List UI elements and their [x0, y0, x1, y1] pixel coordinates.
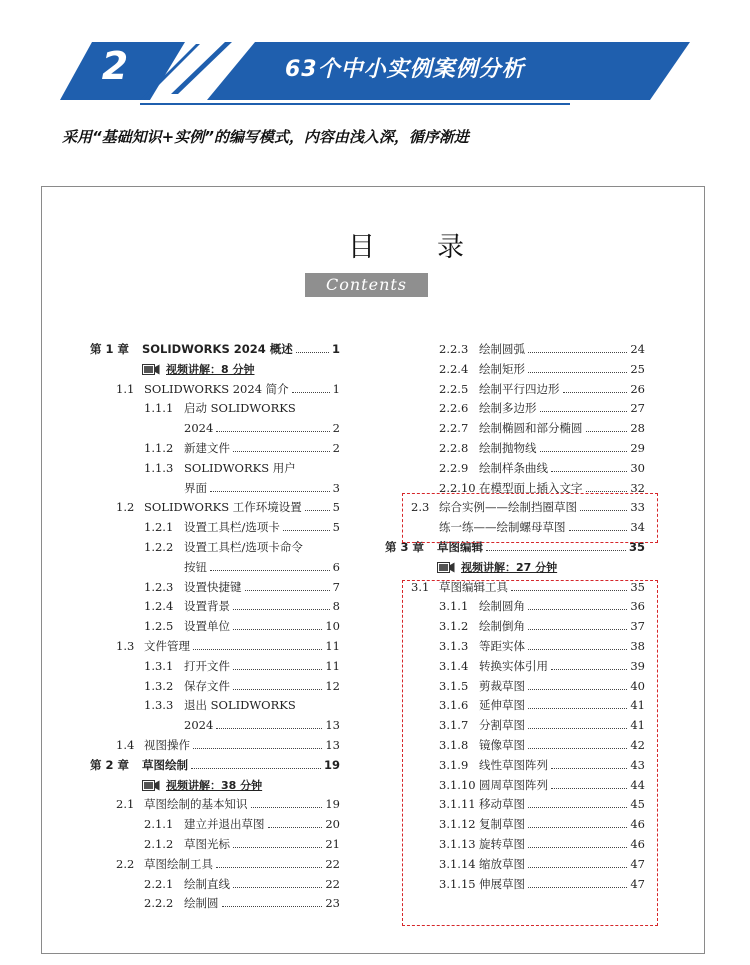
subtitle: 采用“基础知识+实例”的编写模式，内容由浅入深，循序渐进 — [62, 128, 469, 146]
dotted-leader — [233, 669, 322, 670]
toc-entry-page: 37 — [630, 619, 645, 634]
toc-entry-title: 绘制圆 — [184, 896, 219, 911]
toc-entry-page: 32 — [630, 480, 645, 495]
dotted-leader — [486, 550, 626, 551]
toc-entry-page: 12 — [325, 678, 340, 693]
dotted-leader — [233, 689, 322, 690]
toc-row — [90, 736, 340, 756]
dotted-leader — [233, 887, 322, 888]
toc-entry-number: 3.1.5 — [439, 678, 469, 693]
toc-entry-page: 41 — [630, 698, 645, 713]
toc-entry-page: 38 — [630, 638, 645, 653]
toc-row — [90, 716, 340, 736]
toc-row — [90, 459, 340, 479]
toc-entry-title: 绘制多边形 — [479, 401, 537, 416]
toc-entry-number: 1.4 — [116, 737, 135, 752]
toc-entry-title: 草图绘制的基本知识 — [144, 797, 248, 812]
toc-entry-page: 10 — [325, 619, 340, 634]
toc-entry-title: 草图编辑 — [437, 539, 483, 554]
toc-entry-title: 分割草图 — [479, 718, 525, 733]
toc-entry-page: 6 — [332, 559, 340, 574]
toc-entry-number: 1.1 — [116, 381, 135, 396]
toc-entry-number: 第 2 章 — [90, 757, 130, 772]
toc-entry-number: 1.1.3 — [144, 460, 174, 475]
toc-row — [90, 380, 340, 400]
toc-entry-number: 第 3 章 — [385, 539, 425, 554]
toc-entry-page: 46 — [630, 817, 645, 832]
toc-entry-title: 草图绘制 — [142, 757, 188, 772]
toc-entry-page: 23 — [325, 896, 340, 911]
dotted-leader — [191, 768, 321, 769]
toc-entry-page: 22 — [325, 856, 340, 871]
toc-entry-title: SOLIDWORKS 2024 概述 — [142, 342, 293, 356]
toc-entry-number: 1.3.1 — [144, 658, 174, 673]
toc-row — [90, 479, 340, 499]
toc-entry-title: 旋转草图 — [479, 836, 525, 851]
toc-entry-page: 1 — [331, 342, 340, 356]
toc-entry-page: 43 — [630, 757, 645, 772]
toc-entry-title: 绘制倒角 — [479, 619, 525, 634]
toc-entry-title: 线性草图阵列 — [479, 757, 548, 772]
toc-entry-title: 移动草图 — [479, 797, 525, 812]
toc-row — [385, 360, 645, 380]
dotted-leader — [292, 392, 330, 393]
toc-entry-number: 1.1.1 — [144, 401, 174, 416]
toc-entry-page: 19 — [323, 757, 340, 772]
toc-row — [385, 459, 645, 479]
toc-entry-number: 3.1.7 — [439, 718, 469, 733]
toc-entry-title: 2024 — [184, 718, 214, 733]
toc-entry-number: 2.2.10 — [439, 480, 476, 495]
toc-entry-number: 3.1.9 — [439, 757, 469, 772]
toc-row — [90, 855, 340, 875]
video-camera-icon — [142, 780, 160, 791]
toc-row — [90, 637, 340, 657]
toc-entry-title: 打开文件 — [184, 658, 230, 673]
toc-entry-page: 13 — [325, 737, 340, 752]
toc-row — [90, 617, 340, 637]
video-camera-icon — [437, 562, 455, 573]
toc-entry-title: 启动 SOLIDWORKS — [184, 401, 296, 416]
toc-entry-page: 47 — [630, 876, 645, 891]
toc-entry-number: 3.1.12 — [439, 817, 476, 832]
toc-entry-title: 视图操作 — [144, 737, 190, 752]
toc-entry-page: 34 — [630, 520, 645, 535]
toc-entry-number: 3.1.4 — [439, 658, 469, 673]
toc-entry-title: 保存文件 — [184, 678, 230, 693]
toc-row — [90, 439, 340, 459]
toc-row — [90, 657, 340, 677]
toc-entry-number: 1.3.2 — [144, 678, 174, 693]
toc-row — [90, 756, 340, 776]
toc-entry-title: 绘制矩形 — [479, 361, 525, 376]
toc-entry-page: 44 — [630, 777, 645, 792]
toc-entry-page: 11 — [325, 658, 340, 673]
dotted-leader — [216, 867, 322, 868]
toc-entry-title: 转换实体引用 — [479, 658, 548, 673]
dotted-leader — [528, 352, 627, 353]
toc-entry-title: 设置工具栏/选项卡 — [184, 520, 280, 535]
dotted-leader — [283, 530, 330, 531]
toc-row — [90, 696, 340, 716]
toc-row — [90, 815, 340, 835]
toc-entry-title: 建立并退出草图 — [184, 817, 265, 832]
toc-entry-title: 文件管理 — [144, 638, 190, 653]
dotted-leader — [586, 431, 628, 432]
dotted-leader — [528, 372, 627, 373]
toc-row — [385, 340, 645, 360]
toc-entry-title: 退出 SOLIDWORKS — [184, 698, 296, 713]
banner-number: 2 — [101, 44, 129, 88]
toc-entry-number: 1.3.3 — [144, 698, 174, 713]
toc-entry-title: 缩放草图 — [479, 856, 525, 871]
toc-entry-number: 3.1.14 — [439, 856, 476, 871]
toc-entry-number: 3.1.11 — [439, 797, 476, 812]
video-lecture-label — [437, 558, 557, 578]
toc-entry-page: 39 — [630, 658, 645, 673]
dotted-leader — [193, 649, 322, 650]
toc-row — [90, 776, 340, 796]
toc-entry-page: 30 — [630, 460, 645, 475]
toc-entry-title: SOLIDWORKS 工作环境设置 — [144, 500, 302, 515]
toc-entry-page: 33 — [630, 500, 645, 515]
dotted-leader — [551, 471, 627, 472]
toc-entry-page: 40 — [630, 678, 645, 693]
toc-row — [90, 875, 340, 895]
toc-entry-title: 剪裁草图 — [479, 678, 525, 693]
toc-entry-page: 5 — [332, 500, 340, 515]
toc-row — [90, 894, 340, 914]
toc-row — [90, 677, 340, 697]
toc-row — [90, 419, 340, 439]
toc-entry-number: 2.2.5 — [439, 381, 469, 396]
toc-entry-title: 综合实例——绘制挡圈草图 — [439, 500, 577, 515]
toc-entry-number: 1.3 — [116, 638, 135, 653]
toc-entry-page: 46 — [630, 836, 645, 851]
toc-entry-title: 草图绘制工具 — [144, 856, 213, 871]
toc-entry-number: 2.1.2 — [144, 836, 174, 851]
toc-entry-page: 2 — [332, 440, 340, 455]
toc-entry-number: 3.1.8 — [439, 737, 469, 752]
toc-entry-title: 按钮 — [184, 559, 207, 574]
toc-entry-title: 界面 — [184, 480, 207, 495]
toc-entry-page: 2 — [332, 421, 340, 436]
toc-entry-number: 2.2.8 — [439, 440, 469, 455]
toc-entry-page: 29 — [630, 440, 645, 455]
toc-entry-number: 2.2.4 — [439, 361, 469, 376]
toc-entry-page: 21 — [325, 836, 340, 851]
toc-left-column — [90, 340, 340, 914]
dotted-leader — [233, 451, 330, 452]
dotted-leader — [210, 570, 330, 571]
toc-entry-number: 3.1.15 — [439, 876, 476, 891]
toc-entry-title: 在模型面上插入文字 — [479, 480, 583, 495]
toc-entry-title: 绘制椭圆和部分椭圆 — [479, 421, 583, 436]
toc-row — [385, 399, 645, 419]
toc-entry-number: 3.1.10 — [439, 777, 476, 792]
toc-entry-title: 绘制平行四边形 — [479, 381, 560, 396]
toc-entry-number: 2.1 — [116, 797, 135, 812]
toc-row — [385, 380, 645, 400]
toc-entry-number: 2.3 — [411, 500, 430, 515]
dotted-leader — [296, 352, 329, 353]
toc-entry-number: 3.1.6 — [439, 698, 469, 713]
contents-label: Contents — [305, 273, 428, 297]
video-camera-icon — [142, 364, 160, 375]
toc-entry-page: 20 — [325, 817, 340, 832]
toc-entry-page: 5 — [332, 520, 340, 535]
toc-row — [90, 399, 340, 419]
toc-entry-page: 11 — [325, 638, 340, 653]
toc-entry-page: 22 — [325, 876, 340, 891]
toc-row — [385, 439, 645, 459]
toc-entry-page: 3 — [332, 480, 340, 495]
toc-row — [90, 518, 340, 538]
toc-row — [385, 558, 645, 578]
toc-row — [90, 340, 340, 360]
toc-entry-page: 42 — [630, 737, 645, 752]
toc-entry-title: 草图编辑工具 — [439, 579, 508, 594]
toc-entry-page: 35 — [630, 579, 645, 594]
highlight-box-2-3 — [402, 493, 658, 543]
video-lecture-label — [142, 776, 262, 796]
toc-entry-number: 3.1 — [411, 579, 430, 594]
toc-entry-page: 24 — [630, 342, 645, 356]
toc-entry-title: 伸展草图 — [479, 876, 525, 891]
toc-entry-page: 13 — [325, 718, 340, 733]
dotted-leader — [233, 847, 322, 848]
toc-entry-title: 绘制抛物线 — [479, 440, 537, 455]
dotted-leader — [305, 510, 330, 511]
toc-entry-title: 草图光标 — [184, 836, 230, 851]
toc-entry-number: 2.2.2 — [144, 896, 174, 911]
video-lecture-text: 视频讲解：8 分钟 — [166, 362, 255, 376]
toc-entry-title: 绘制圆角 — [479, 599, 525, 614]
toc-entry-number: 2.2.1 — [144, 876, 174, 891]
toc-row — [90, 558, 340, 578]
toc-entry-number: 2.2.7 — [439, 421, 469, 436]
toc-entry-number: 2.2.9 — [439, 460, 469, 475]
toc-entry-page: 36 — [630, 599, 645, 614]
toc-entry-title: 设置背景 — [184, 599, 230, 614]
dotted-leader — [210, 491, 330, 492]
toc-entry-title: 2024 — [184, 421, 214, 436]
toc-entry-page: 7 — [332, 579, 340, 594]
dotted-leader — [193, 748, 322, 749]
toc-entry-page: 35 — [628, 539, 645, 554]
toc-row — [90, 795, 340, 815]
toc-entry-number: 2.1.1 — [144, 817, 174, 832]
video-lecture-text: 视频讲解：38 分钟 — [166, 778, 263, 792]
header-banner — [0, 0, 750, 110]
dotted-leader — [216, 431, 329, 432]
dotted-leader — [268, 827, 323, 828]
toc-entry-number: 3.1.13 — [439, 836, 476, 851]
toc-entry-number: 3.1.2 — [439, 619, 469, 634]
toc-entry-number: 第 1 章 — [90, 342, 130, 356]
toc-entry-page: 47 — [630, 856, 645, 871]
toc-entry-page: 27 — [630, 401, 645, 416]
highlight-box-3-1 — [402, 580, 658, 926]
toc-entry-title: 新建文件 — [184, 440, 230, 455]
toc-entry-page: 45 — [630, 797, 645, 812]
toc-entry-page: 25 — [630, 361, 645, 376]
toc-entry-page: 8 — [332, 599, 340, 614]
toc-entry-number: 3.1.3 — [439, 638, 469, 653]
dotted-leader — [251, 807, 323, 808]
toc-entry-number: 2.2.6 — [439, 401, 469, 416]
toc-entry-page: 1 — [332, 381, 340, 396]
toc-entry-title: 设置工具栏/选项卡命令 — [184, 539, 303, 554]
toc-row — [90, 538, 340, 558]
toc-entry-title: 复制草图 — [479, 817, 525, 832]
dotted-leader — [233, 609, 330, 610]
dotted-leader — [233, 629, 322, 630]
dotted-leader — [540, 411, 628, 412]
video-lecture-label — [142, 360, 254, 380]
toc-entry-number: 1.2.5 — [144, 619, 174, 634]
toc-entry-title: 镜像草图 — [479, 737, 525, 752]
toc-title: 目录 — [348, 232, 526, 263]
toc-entry-number: 1.1.2 — [144, 440, 174, 455]
dotted-leader — [216, 728, 322, 729]
toc-entry-number: 1.2.1 — [144, 520, 174, 535]
dotted-leader — [563, 392, 628, 393]
toc-row — [90, 498, 340, 518]
toc-row — [385, 419, 645, 439]
toc-entry-page: 26 — [630, 381, 645, 396]
video-lecture-text: 视频讲解：27 分钟 — [461, 560, 558, 574]
toc-entry-title: 绘制样条曲线 — [479, 460, 548, 475]
toc-row — [90, 578, 340, 598]
toc-entry-title: 等距实体 — [479, 638, 525, 653]
banner-title: 63个中小实例案例分析 — [285, 57, 525, 82]
toc-entry-number: 1.2 — [116, 500, 135, 515]
toc-entry-title: 设置快捷键 — [184, 579, 242, 594]
toc-row — [90, 360, 340, 380]
toc-entry-title: 绘制直线 — [184, 876, 230, 891]
toc-entry-page: 28 — [630, 421, 645, 436]
dotted-leader — [586, 491, 628, 492]
dotted-leader — [245, 590, 330, 591]
dotted-leader — [540, 451, 628, 452]
toc-entry-page: 41 — [630, 718, 645, 733]
toc-entry-page: 19 — [325, 797, 340, 812]
toc-entry-title: 练一练——绘制螺母草图 — [439, 520, 566, 535]
toc-entry-title: 延伸草图 — [479, 698, 525, 713]
toc-entry-number: 1.2.2 — [144, 539, 174, 554]
toc-entry-title: SOLIDWORKS 2024 简介 — [144, 381, 289, 396]
toc-entry-number: 1.2.3 — [144, 579, 174, 594]
toc-entry-number: 3.1.1 — [439, 599, 469, 614]
toc-row — [90, 835, 340, 855]
dotted-leader — [222, 906, 323, 907]
toc-entry-title: 设置单位 — [184, 619, 230, 634]
toc-entry-title: 绘制圆弧 — [479, 342, 525, 356]
toc-row — [90, 597, 340, 617]
toc-entry-number: 2.2.3 — [439, 342, 469, 356]
toc-entry-title: SOLIDWORKS 用户 — [184, 460, 296, 475]
toc-entry-number: 2.2 — [116, 856, 135, 871]
toc-entry-number: 1.2.4 — [144, 599, 174, 614]
toc-entry-title: 圆周草图阵列 — [479, 777, 548, 792]
